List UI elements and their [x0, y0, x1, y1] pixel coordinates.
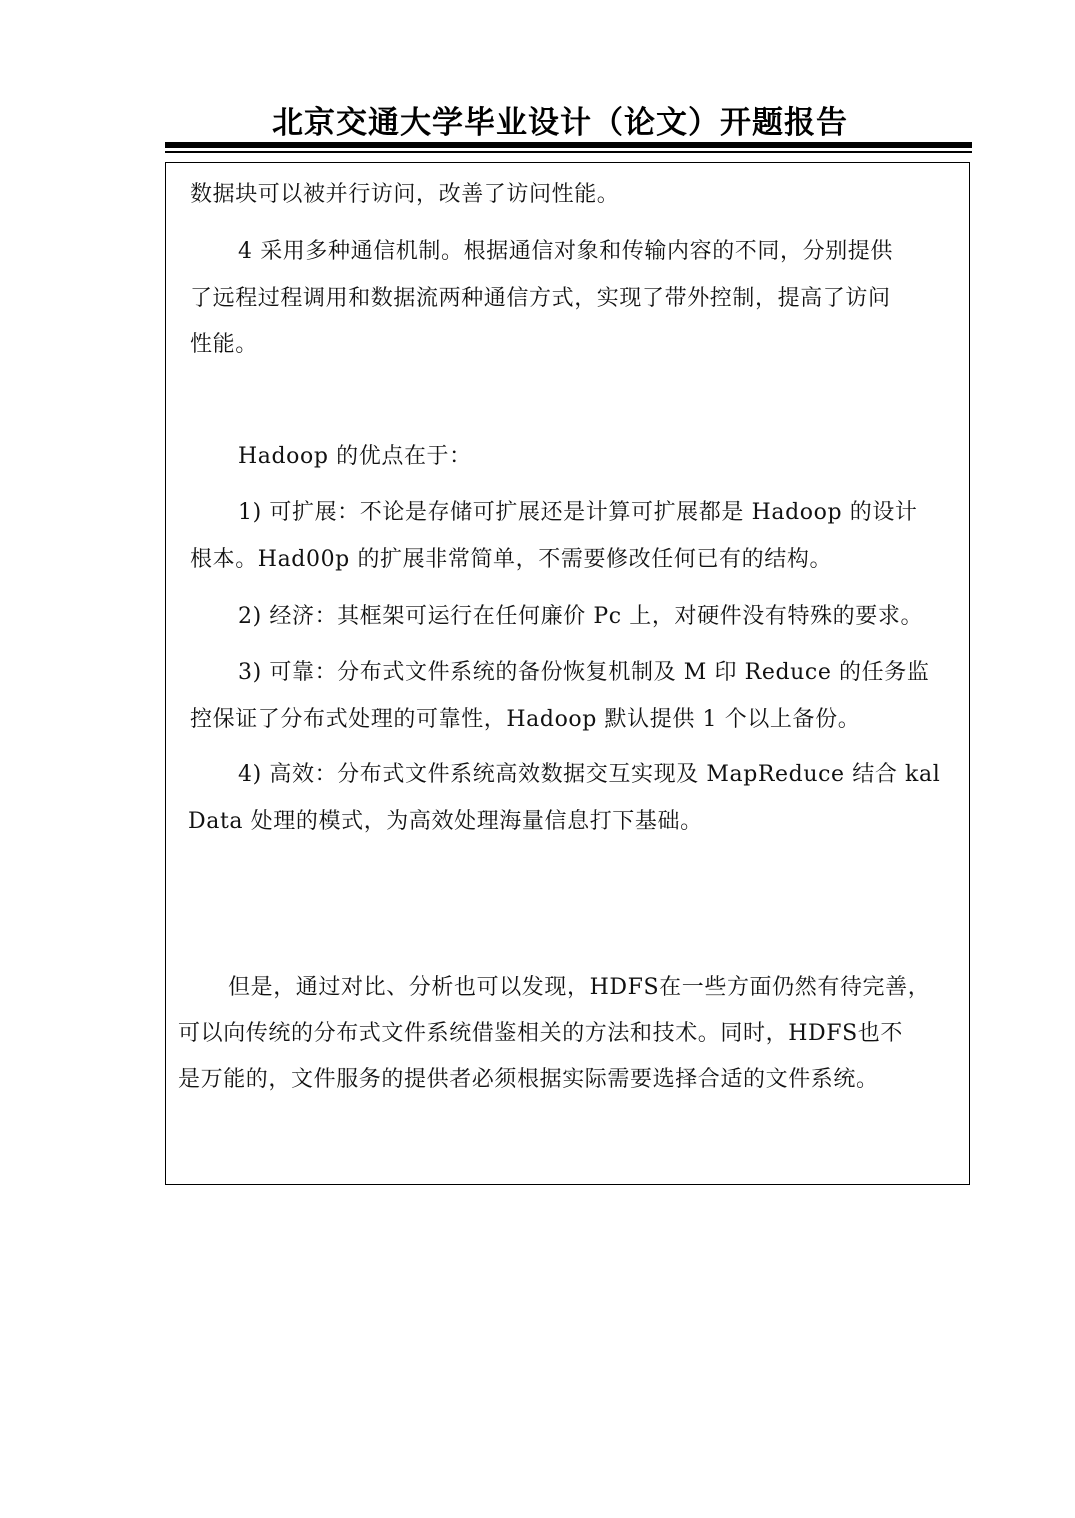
- content-frame: [165, 162, 970, 1185]
- paragraph-5-line-1: 2) 经济：其框架可运行在任何廉价 Pc 上，对硬件没有特殊的要求。: [238, 604, 924, 629]
- paragraph-8-line-3: 是万能的，文件服务的提供者必须根据实际需要选择合适的文件系统。: [178, 1067, 879, 1092]
- paragraph-8-line-1: 但是，通过对比、分析也可以发现，HDFS在一些方面仍然有待完善，: [228, 975, 931, 1000]
- paragraph-6-line-2: 控保证了分布式处理的可靠性，Hadoop 默认提供 1 个以上备份。: [190, 707, 861, 732]
- page-title: 北京交通大学毕业设计（论文）开题报告: [272, 105, 848, 141]
- paragraph-8-line-2: 可以向传统的分布式文件系统借鉴相关的方法和技术。同时，HDFS也不: [178, 1021, 903, 1046]
- paragraph-1-line-1: 数据块可以被并行访问，改善了访问性能。: [190, 182, 620, 207]
- paragraph-6-line-1: 3) 可靠：分布式文件系统的备份恢复机制及 M 印 Reduce 的任务监: [238, 660, 930, 685]
- paragraph-3-line-1: Hadoop 的优点在于：: [238, 444, 472, 469]
- header-rule-thin: [165, 151, 972, 153]
- paragraph-2-line-1: 4 采用多种通信机制。根据通信对象和传输内容的不同，分别提供: [238, 239, 893, 264]
- paragraph-4-line-2: 根本。Had00p 的扩展非常简单，不需要修改任何已有的结构。: [190, 547, 833, 572]
- paragraph-2-line-2: 了远程过程调用和数据流两种通信方式，实现了带外控制，提高了访问: [190, 286, 891, 311]
- header-rule-thick: [165, 142, 972, 148]
- paragraph-7-line-1: 4) 高效：分布式文件系统高效数据交互实现及 MapReduce 结合 kal: [238, 762, 941, 787]
- paragraph-2-line-3: 性能。: [190, 332, 258, 357]
- paragraph-4-line-1: 1) 可扩展：不论是存储可扩展还是计算可扩展都是 Hadoop 的设计: [238, 500, 918, 525]
- paragraph-7-line-2: Data 处理的模式，为高效处理海量信息打下基础。: [188, 809, 703, 834]
